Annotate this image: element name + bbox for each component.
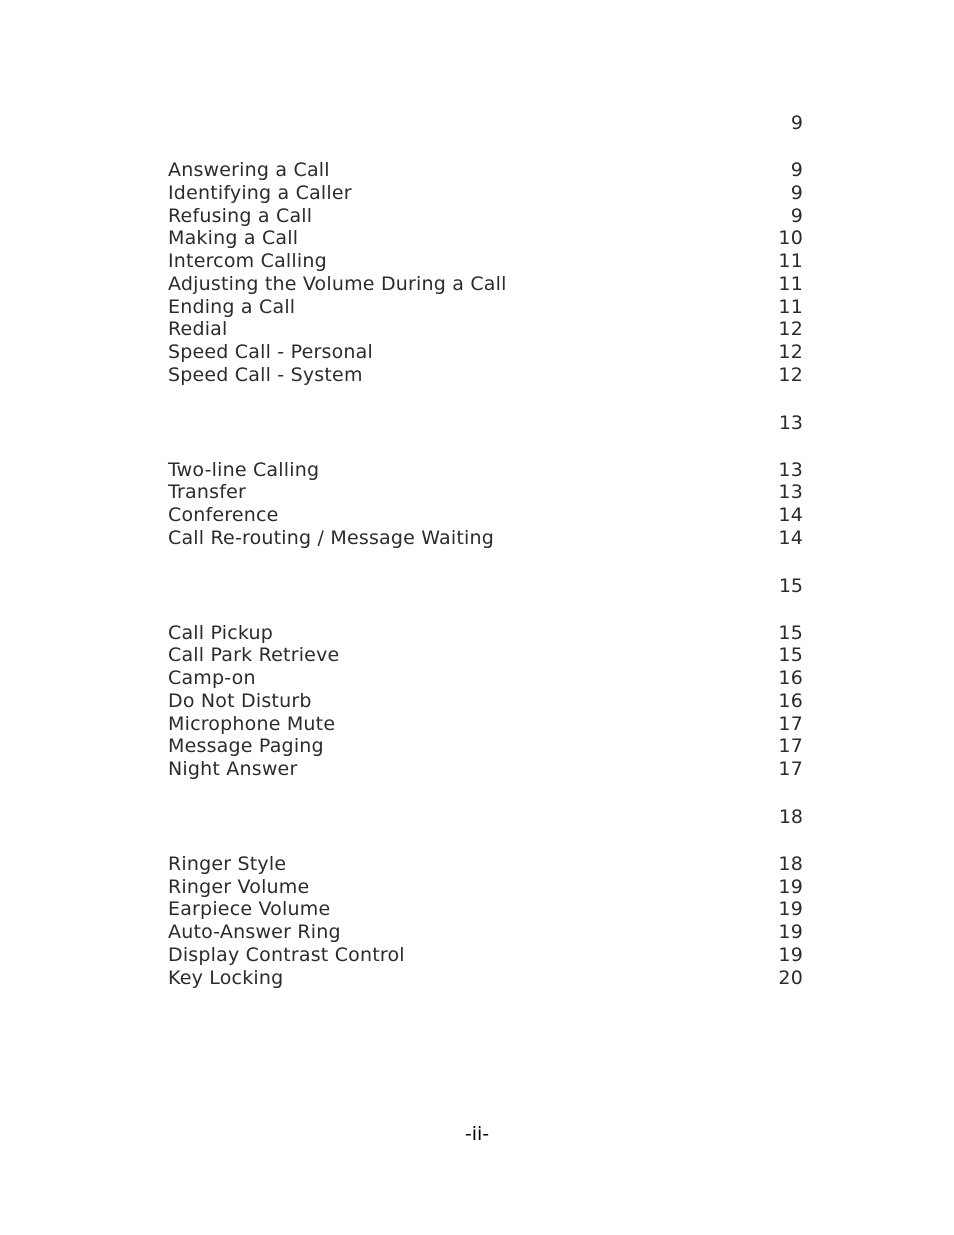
toc-entry bbox=[168, 713, 803, 736]
toc-entries bbox=[168, 459, 803, 550]
toc-entry bbox=[168, 527, 803, 550]
toc-entry-page: 17 bbox=[778, 712, 803, 735]
toc-entry-label: Earpiece Volume bbox=[168, 898, 331, 921]
toc-entry-label: Identifying a Caller bbox=[168, 181, 352, 204]
toc-entry-label: Intercom Calling bbox=[168, 250, 327, 272]
toc-entry-label: Call Re-routing / Message Waiting bbox=[168, 526, 495, 549]
toc-entry-label: Ending a Call bbox=[168, 295, 296, 318]
toc-entry bbox=[168, 227, 803, 250]
toc-entry bbox=[168, 273, 803, 296]
toc-entry-page: 19 bbox=[778, 898, 803, 921]
toc-section-heading bbox=[168, 111, 803, 135]
toc-entry-label: Making a Call bbox=[168, 227, 299, 250]
toc-entry-page: 19 bbox=[778, 921, 803, 943]
toc-entry-page: 20 bbox=[778, 966, 803, 989]
toc-entry-label: Key Locking bbox=[168, 966, 284, 989]
toc-entry bbox=[168, 481, 803, 504]
toc-entry-page: 11 bbox=[778, 272, 803, 295]
toc-entry-page: 17 bbox=[778, 758, 803, 780]
toc-entries bbox=[168, 853, 803, 990]
toc-entry bbox=[168, 341, 803, 364]
toc-entry-label: Camp-on bbox=[168, 667, 256, 689]
toc-entry bbox=[168, 876, 803, 899]
toc-entry-page: 13 bbox=[778, 458, 803, 481]
toc-section-3 bbox=[168, 574, 803, 781]
toc-entry bbox=[168, 250, 803, 273]
toc-entry bbox=[168, 735, 803, 758]
toc-section-2 bbox=[168, 411, 803, 550]
toc-entry-page: 12 bbox=[778, 341, 803, 363]
toc-entry-label: Speed Call - System bbox=[168, 363, 363, 386]
toc-entry bbox=[168, 182, 803, 205]
toc-entry bbox=[168, 296, 803, 319]
toc-entry bbox=[168, 758, 803, 781]
toc-entry-label: Auto-Answer Ring bbox=[168, 921, 341, 943]
toc-entry-page: 14 bbox=[778, 526, 803, 549]
toc-entry-label: Two-line Calling bbox=[168, 458, 320, 481]
toc-entries bbox=[168, 622, 803, 781]
toc-entry-page: 17 bbox=[778, 735, 803, 758]
toc-entry-label: Display Contrast Control bbox=[168, 943, 405, 966]
toc-entry-page: 19 bbox=[778, 875, 803, 898]
toc-entry-label: Adjusting the Volume During a Call bbox=[168, 272, 507, 295]
toc-section-heading bbox=[168, 574, 803, 598]
toc-entry bbox=[168, 921, 803, 944]
toc-entry-page: 9 bbox=[790, 204, 803, 227]
section-heading-page: 9 bbox=[790, 112, 803, 134]
section-heading-page: 13 bbox=[778, 411, 803, 434]
toc-section-heading bbox=[168, 805, 803, 829]
toc-entry bbox=[168, 690, 803, 713]
toc-entry-page: 19 bbox=[778, 943, 803, 966]
page-number: -ii- bbox=[464, 1123, 490, 1145]
toc-entry-label: Night Answer bbox=[168, 758, 298, 780]
toc-entry bbox=[168, 644, 803, 667]
toc-entry-page: 9 bbox=[790, 181, 803, 204]
toc-entry bbox=[168, 205, 803, 228]
toc-entry bbox=[168, 318, 803, 341]
toc-entry bbox=[168, 967, 803, 990]
toc-entry-label: Conference bbox=[168, 504, 279, 526]
toc-entry-label: Refusing a Call bbox=[168, 204, 313, 227]
toc-entry-page: 10 bbox=[778, 227, 803, 250]
toc-entry-page: 9 bbox=[790, 159, 803, 181]
toc-entry-page: 12 bbox=[778, 363, 803, 386]
toc-entry bbox=[168, 364, 803, 387]
toc-entry-label: Microphone Mute bbox=[168, 712, 336, 735]
toc-entry-page: 11 bbox=[778, 250, 803, 272]
toc-entry-page: 12 bbox=[778, 318, 803, 341]
toc-entry-label: Do Not Disturb bbox=[168, 689, 312, 712]
section-heading-page: 18 bbox=[778, 805, 803, 828]
toc-entry bbox=[168, 504, 803, 527]
toc-entry-label: Redial bbox=[168, 318, 228, 341]
section-heading-page: 15 bbox=[778, 574, 803, 597]
toc-entry bbox=[168, 898, 803, 921]
toc-entry bbox=[168, 159, 803, 182]
toc-entry bbox=[168, 944, 803, 967]
toc-entry-page: 16 bbox=[778, 667, 803, 689]
toc-entry-page: 11 bbox=[778, 295, 803, 318]
toc-entry-page: 15 bbox=[778, 621, 803, 644]
toc-entries bbox=[168, 159, 803, 387]
toc-entry bbox=[168, 459, 803, 482]
toc-entry-label: Call Park Retrieve bbox=[168, 644, 340, 667]
toc-entry bbox=[168, 853, 803, 876]
toc-entry bbox=[168, 667, 803, 690]
toc-entry-label: Call Pickup bbox=[168, 621, 273, 644]
toc-entry-page: 18 bbox=[778, 852, 803, 875]
toc-entry-page: 13 bbox=[778, 481, 803, 504]
toc-entry-label: Answering a Call bbox=[168, 159, 330, 181]
toc-section-1 bbox=[168, 111, 803, 387]
toc-entry-label: Transfer bbox=[168, 481, 246, 504]
toc-entry-page: 15 bbox=[778, 644, 803, 667]
toc-entry-label: Ringer Style bbox=[168, 852, 287, 875]
table-of-contents bbox=[168, 111, 803, 989]
toc-section-4 bbox=[168, 805, 803, 990]
toc-entry-page: 16 bbox=[778, 689, 803, 712]
toc-entry-page: 14 bbox=[778, 504, 803, 526]
toc-entry bbox=[168, 622, 803, 645]
toc-entry-label: Speed Call - Personal bbox=[168, 341, 373, 363]
toc-section-heading bbox=[168, 411, 803, 435]
toc-entry-label: Ringer Volume bbox=[168, 875, 310, 898]
toc-entry-label: Message Paging bbox=[168, 735, 324, 758]
